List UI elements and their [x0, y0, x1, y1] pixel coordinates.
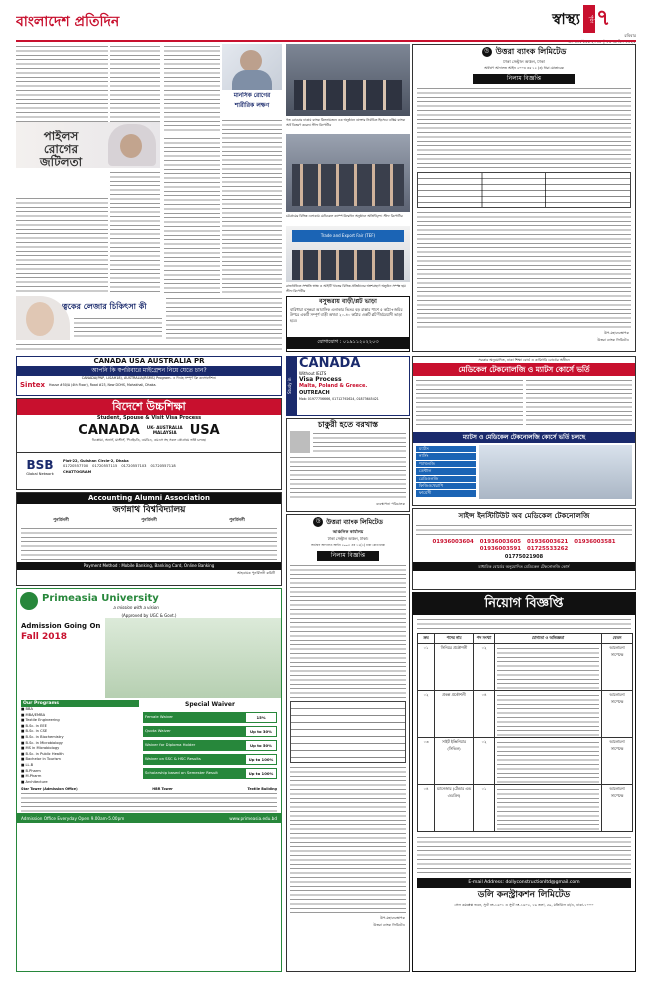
- canada-pr-ad: CANADA USA AUSTRALIA PR আপনি কি স্বপরিবারে মাইগ্রেশন নিয়ে যেতে চান? CANADA(PNP, LISAH18), AUSTRALIA(RSMS) Program- এ দিচ্ছে সম্পূর্ণ ফ্রি কনসাল্টেশন। Sintex House #50/A (4th Floor), Road #23, New DOHS, Mohakhali, Dhaka.: [16, 356, 282, 396]
- fair-banner: Trade and Export Fair (TEF): [292, 230, 404, 242]
- science-institute-ad: সাইন্স ইনস্টিটিউট অব মেডিকেল টেকনোলজি 01936003604 01936003605 01936003621 01936003581 01936003591 01725533262 01775021908 মাধ্যমিক বোর্ডের অনুমোদিত মেডিকেল টেকনোলজি কোর্স: [412, 508, 636, 590]
- program-item: ■ M.Pharm: [21, 774, 42, 779]
- event-caption-2: চট্টগ্রামের বিভিন্ন এলাকায় মেডিকেল ক্যাম্প উদ্বোধন অনুষ্ঠানে অতিথিবৃন্দ। স্টাফ রিপোর্টার: [286, 214, 403, 218]
- land-phone: ০১৯১১২০২২০৩: [342, 339, 379, 345]
- table-row: ০১ সিনিয়র প্রকৌশলী ০২ আলোচনা সাপেক্ষে: [418, 644, 633, 691]
- uttara-logo-icon: উ: [482, 47, 492, 57]
- piles-headline: পাইলস রোগের জটিলতা: [39, 130, 83, 169]
- waiver-value: Up to 50%: [245, 740, 277, 751]
- program-item: ■ B.Sc. in Public Health: [21, 751, 64, 756]
- waiver-label: Waiver for Diploma Holder: [143, 740, 245, 751]
- waiver-label: Scholarship based on Semester Result: [143, 768, 245, 779]
- course-pill: ডেন্টাল: [416, 468, 476, 474]
- employee-photo: [290, 431, 310, 453]
- qualification-cell: [495, 738, 602, 785]
- program-item: ■ B.Sc. in EEE: [21, 723, 47, 728]
- event-photo-1: [286, 44, 410, 116]
- table-row: ০৪ ম্যানেজার (টেন্ডার এন্ড এডমিন) ০১ আলোচনা সাপেক্ষে: [418, 785, 633, 832]
- qualification-cell: [495, 785, 602, 832]
- qualification-cell: [495, 691, 602, 738]
- piles-intro-text: [16, 44, 108, 122]
- program-item: ■ BBA: [21, 707, 33, 711]
- primeasia-logo-icon: [20, 592, 38, 610]
- event-photo-3: [286, 226, 410, 282]
- waiver-row: [143, 740, 277, 751]
- course-pill: ফিজিওথেরাপি: [416, 483, 476, 489]
- newspaper-name: বাংলাদেশ প্রতিদিন: [16, 14, 120, 30]
- program-list: [21, 707, 139, 785]
- event-caption-3: রাজধানীতে সম্প্রতি স্বাস্থ্য ও আইটি খাতের বিভিন্ন প্রতিষ্ঠানের অংশগ্রহণে অনুষ্ঠান সম্পন্ন হয়। স্টাফ রিপোর্টার: [286, 284, 407, 293]
- waiver-value: Up to 30%: [245, 726, 277, 737]
- table-row: ০৩ সাইট ইঞ্জিনিয়ার (সিভিল) ০২ আলোচনা সাপেক্ষে: [418, 738, 633, 785]
- program-item: ■ LL.B: [21, 762, 34, 767]
- primeasia-students-photo: [105, 618, 281, 698]
- program-item: ■ Textile Engineering: [21, 718, 60, 723]
- event-photo-2: [286, 134, 410, 212]
- skin-body-b: [166, 296, 282, 340]
- mental-body-b: [222, 118, 282, 294]
- course-pill: ম্যাটস: [416, 446, 476, 452]
- course-pill: রেডিওলজি: [416, 476, 476, 482]
- page-number: ৭: [596, 6, 611, 31]
- program-item: ■ B.Sc. in Biochemistry: [21, 734, 64, 739]
- primeasia-ad: Primeasia University a mission with a vision (Approved by UGC & Govt.) Admission Going On Fall 2018 Our Programs ■ BBA ■ MBA/EMBA ■ Textile Engineering ■ B.Sc. in EEE ■ B.Sc. in CSE ■ B.Sc. in Biochemistry ■ B.Sc. in Microbiology ■ MS in Microbiology ■ B.Sc. in Public Health ■ Bachelor in Tourism ■ LL.B ■ B.Pharm ■ M.Pharm ■ Architecture Special Waiver Female Waiver 15% Quota Waiver Up to 30% Waiver for Diploma Holder Up to 50% Waiver on SSC & HSC Results Up to 100% Scholarship based on Semester Result Up to 100% Star Tower (Admission Office) HBR Tower Textile Building Admission Office Everyday Open 9.00am-5.00pm www.primeasia.edu.bd: [16, 588, 282, 972]
- date-block: রবিবার: [624, 33, 636, 38]
- land-phone-bar: যোগাযোগ : ০১৯১১২০২২০৩: [287, 337, 409, 349]
- uttara-logo-icon: উ: [313, 517, 323, 527]
- waiver-value: Up to 100%: [245, 754, 277, 765]
- piles-text-col2: [110, 44, 160, 122]
- program-item: ■ MBA/EMBA: [21, 712, 46, 717]
- event-caption-1: গত রোববার ঢাকায় ব্যাংক মিলনায়তনে এক অনুষ্ঠানে ডাক্তার নির্বাচিত হিসেবে এক্সিম ব্যাংক অর্থ বিতরণ করেন। স্টাফ রিপোর্টার: [286, 118, 405, 127]
- program-item: ■ B.Sc. in CSE: [21, 729, 48, 734]
- higher-study-ad: বিদেশে উচ্চশিক্ষা Student, Spouse & Visit Visa Process CANADA UK- AUSTRALIA MALAYSIA USA ডিপ্লোমা, অনার্স, মাস্টার্স, পিএইচডি, এমবিএ, এমএস সহ সকল প্রোগ্রামে ভর্তি চলছে। BSB Global Network Plot-22, Gulshan Circle-2, Dhaka 01720557700 01720557115 01720557103 01720557118 CHATTOGRAM: [16, 398, 282, 490]
- mental-headline: মানসিক রোগের শারীরিক লক্ষণ: [233, 93, 271, 109]
- qualification-cell: [495, 644, 602, 691]
- mental-image: [222, 44, 282, 90]
- course-pill: প্যাথলজি: [416, 461, 476, 467]
- waiver-row: [143, 726, 277, 737]
- canada-study-ad: Study in CANADA Without IELTS Visa Process Malta, Poland & Greece. OUTREACH Mob: 01977756666, 01712792624, 01873645421: [286, 356, 410, 416]
- waiver-list: [143, 712, 277, 779]
- bsb-logo: BSB: [26, 458, 54, 472]
- auction-table: [417, 172, 631, 208]
- page-label: পৃষ্ঠা: [583, 5, 595, 33]
- masthead-logo: [16, 8, 136, 36]
- waiver-label: Waiver on SSC & HSC Results: [143, 754, 245, 765]
- skin-body-a: [74, 316, 162, 340]
- masthead-rule: [16, 40, 636, 42]
- accounting-alumni-ad: Accounting Alumni Association জগন্নাথ বিশ্ববিদ্যালয় পুনর্মিলনী পুনর্মিলনী পুনর্মিলনী Payment Method : Mobile Banking, Banking Card, Online Banking আহবায়ক পুনর্মিলনী কমিটি: [16, 492, 282, 586]
- recruitment-table: ক্রম পদের নাম পদ সংখ্যা যোগ্যতা ও অভিজ্ঞতা বেতন ০১ সিনিয়র প্রকৌশলী ০২ আলোচনা সাপেক্ষে ০২ প্রকল্প প্রকৌশলী ০৪ আলোচনা সাপেক্ষে ০৩ সাইট ইঞ্জিনিয়ার (সিভিল) ০২ আলোচনা সাপেক্ষে ০৪ ম্যানেজার (টেন্ডার এন্ড এডমিন) ০১ আলোচনা সাপেক্ষে: [417, 633, 633, 832]
- course-pill: ফার্মেসী: [416, 490, 476, 496]
- uttara-auction-notice-2: উ উত্তরা ব্যাংক লিমিটেড আঞ্চলিক কার্যালয় ঢাকা সেন্ট্রাল অঞ্চল, ঢাকা। অর্থঋণ আদালত আইন ২০০৩ এর ১২(৩) ধারা মোতাবেক নিলাম বিজ্ঞপ্তি উপ-মহাব্যবস্থাপক উত্তরা ব্যাংক লিমিটেড: [286, 514, 410, 972]
- table-row: ০২ প্রকল্প প্রকৌশলী ০৪ আলোচনা সাপেক্ষে: [418, 691, 633, 738]
- program-item: ■ B.Pharm: [21, 768, 41, 773]
- waiver-value: 15%: [245, 712, 277, 723]
- med-students-photo: [479, 445, 632, 499]
- waiver-label: Female Waiver: [143, 712, 245, 723]
- land-ad: বসুন্ধরায় বাড়ী/প্লট ভাড়া বারিধারা বসুন্ধরা আবাসিক এলাকার ভিতর বড় রাস্তার পাশে ৫ কাঠা+জমির উপরে একটি সম্পূর্ণ বাড়ী অথবা ২০-৪০ কাঠার একটি প্লট দীর্ঘমেয়াদী ভাড়া হবে। যোগাযোগ : ০১৯১১২০২২০৩: [286, 296, 410, 352]
- uttara-auction-notice: উ উত্তরা ব্যাংক লিমিটেড ঢাকা সেন্ট্রাল অঞ্চল, ঢাকা অর্থঋণ আদালত আইন ২০০৩ এর ১২ (৩) ধারা মোতাবেক নিলাম বিজ্ঞপ্তি উপ-মহাব্যবস্থাপক উত্তরা ব্যাংক লিমিটেড: [412, 44, 636, 352]
- section-name: স্বাস্থ্য: [552, 10, 580, 28]
- waiver-row: [143, 768, 277, 779]
- mental-body-a: [164, 44, 220, 134]
- program-item: ■ B.Sc. in Microbiology: [21, 740, 63, 745]
- sintex-logo: Sintex: [20, 381, 46, 389]
- course-list: [416, 445, 476, 499]
- recruitment-notice: নিয়োগ বিজ্ঞপ্তি ক্রম পদের নাম পদ সংখ্যা যোগ্যতা ও অভিজ্ঞতা বেতন ০১ সিনিয়র প্রকৌশলী ০২ আলোচনা সাপেক্ষে ০২ প্রকল্প প্রকৌশলী ০৪ আলোচনা সাপেক্ষে ০৩ সাইট ইঞ্জিনিয়ার (সিভিল) ০২ আলোচনা সাপেক্ষে ০৪ ম্যানেজার (টেন্ডার এন্ড এডমিন) ০১ আলোচনা সাপেক্ষে E-mail Address: dollyconstructionltd@gmail.com ডলি কনস্ট্রাকশন লিমিটেড সেল কমপ্লেক্স ভবন, স্যুট নং-১৬০১ ও স্যুট নং-১৬০২, ১৬ তলা, ৫৯, মতিঝিল বা/এ, ঢাকা-১০০০: [412, 592, 636, 972]
- program-item: ■ Bachelor in Tourism: [21, 757, 61, 762]
- course-pill: নার্সিং: [416, 453, 476, 459]
- medical-technology-ad: সরকার অনুমোদিত, ঢাকা শিক্ষা বোর্ড ও কারিগরি বোর্ডের অধীনে মেডিকেল টেকনোলজি ও ম্যাটস কোর্সে ভর্তি ম্যাটস ও মেডিকেল টেকনোলজি কোর্সে ভর্তি চলছে ম্যাটস নার্সিং প্যাথলজি ডেন্টাল রেডিওলজি ফিজিওথেরাপি ফার্মেসী: [412, 356, 636, 506]
- piles-body: [16, 196, 108, 294]
- dismissal-notice: চাকুরী হতে বরখাস্ত ব্যবস্থাপনা পরিচালক: [286, 418, 410, 512]
- skin-body-c: [16, 342, 282, 352]
- waiver-value: Up to 100%: [245, 768, 277, 779]
- skin-headline: ত্বকের লেজার চিকিৎসা কী: [62, 302, 147, 311]
- program-item: ■ Architecture: [21, 779, 48, 784]
- program-item: ■ MS in Microbiology: [21, 746, 60, 751]
- section-title: [520, 6, 580, 32]
- auction-table-2: [290, 701, 406, 763]
- mental-body-c: [164, 136, 220, 294]
- waiver-label: Quota Waiver: [143, 726, 245, 737]
- waiver-row: [143, 754, 277, 765]
- piles-body-col2: [110, 170, 160, 294]
- waiver-row: [143, 712, 277, 723]
- notice-title: নিলাম বিজ্ঞপ্তি: [473, 74, 575, 84]
